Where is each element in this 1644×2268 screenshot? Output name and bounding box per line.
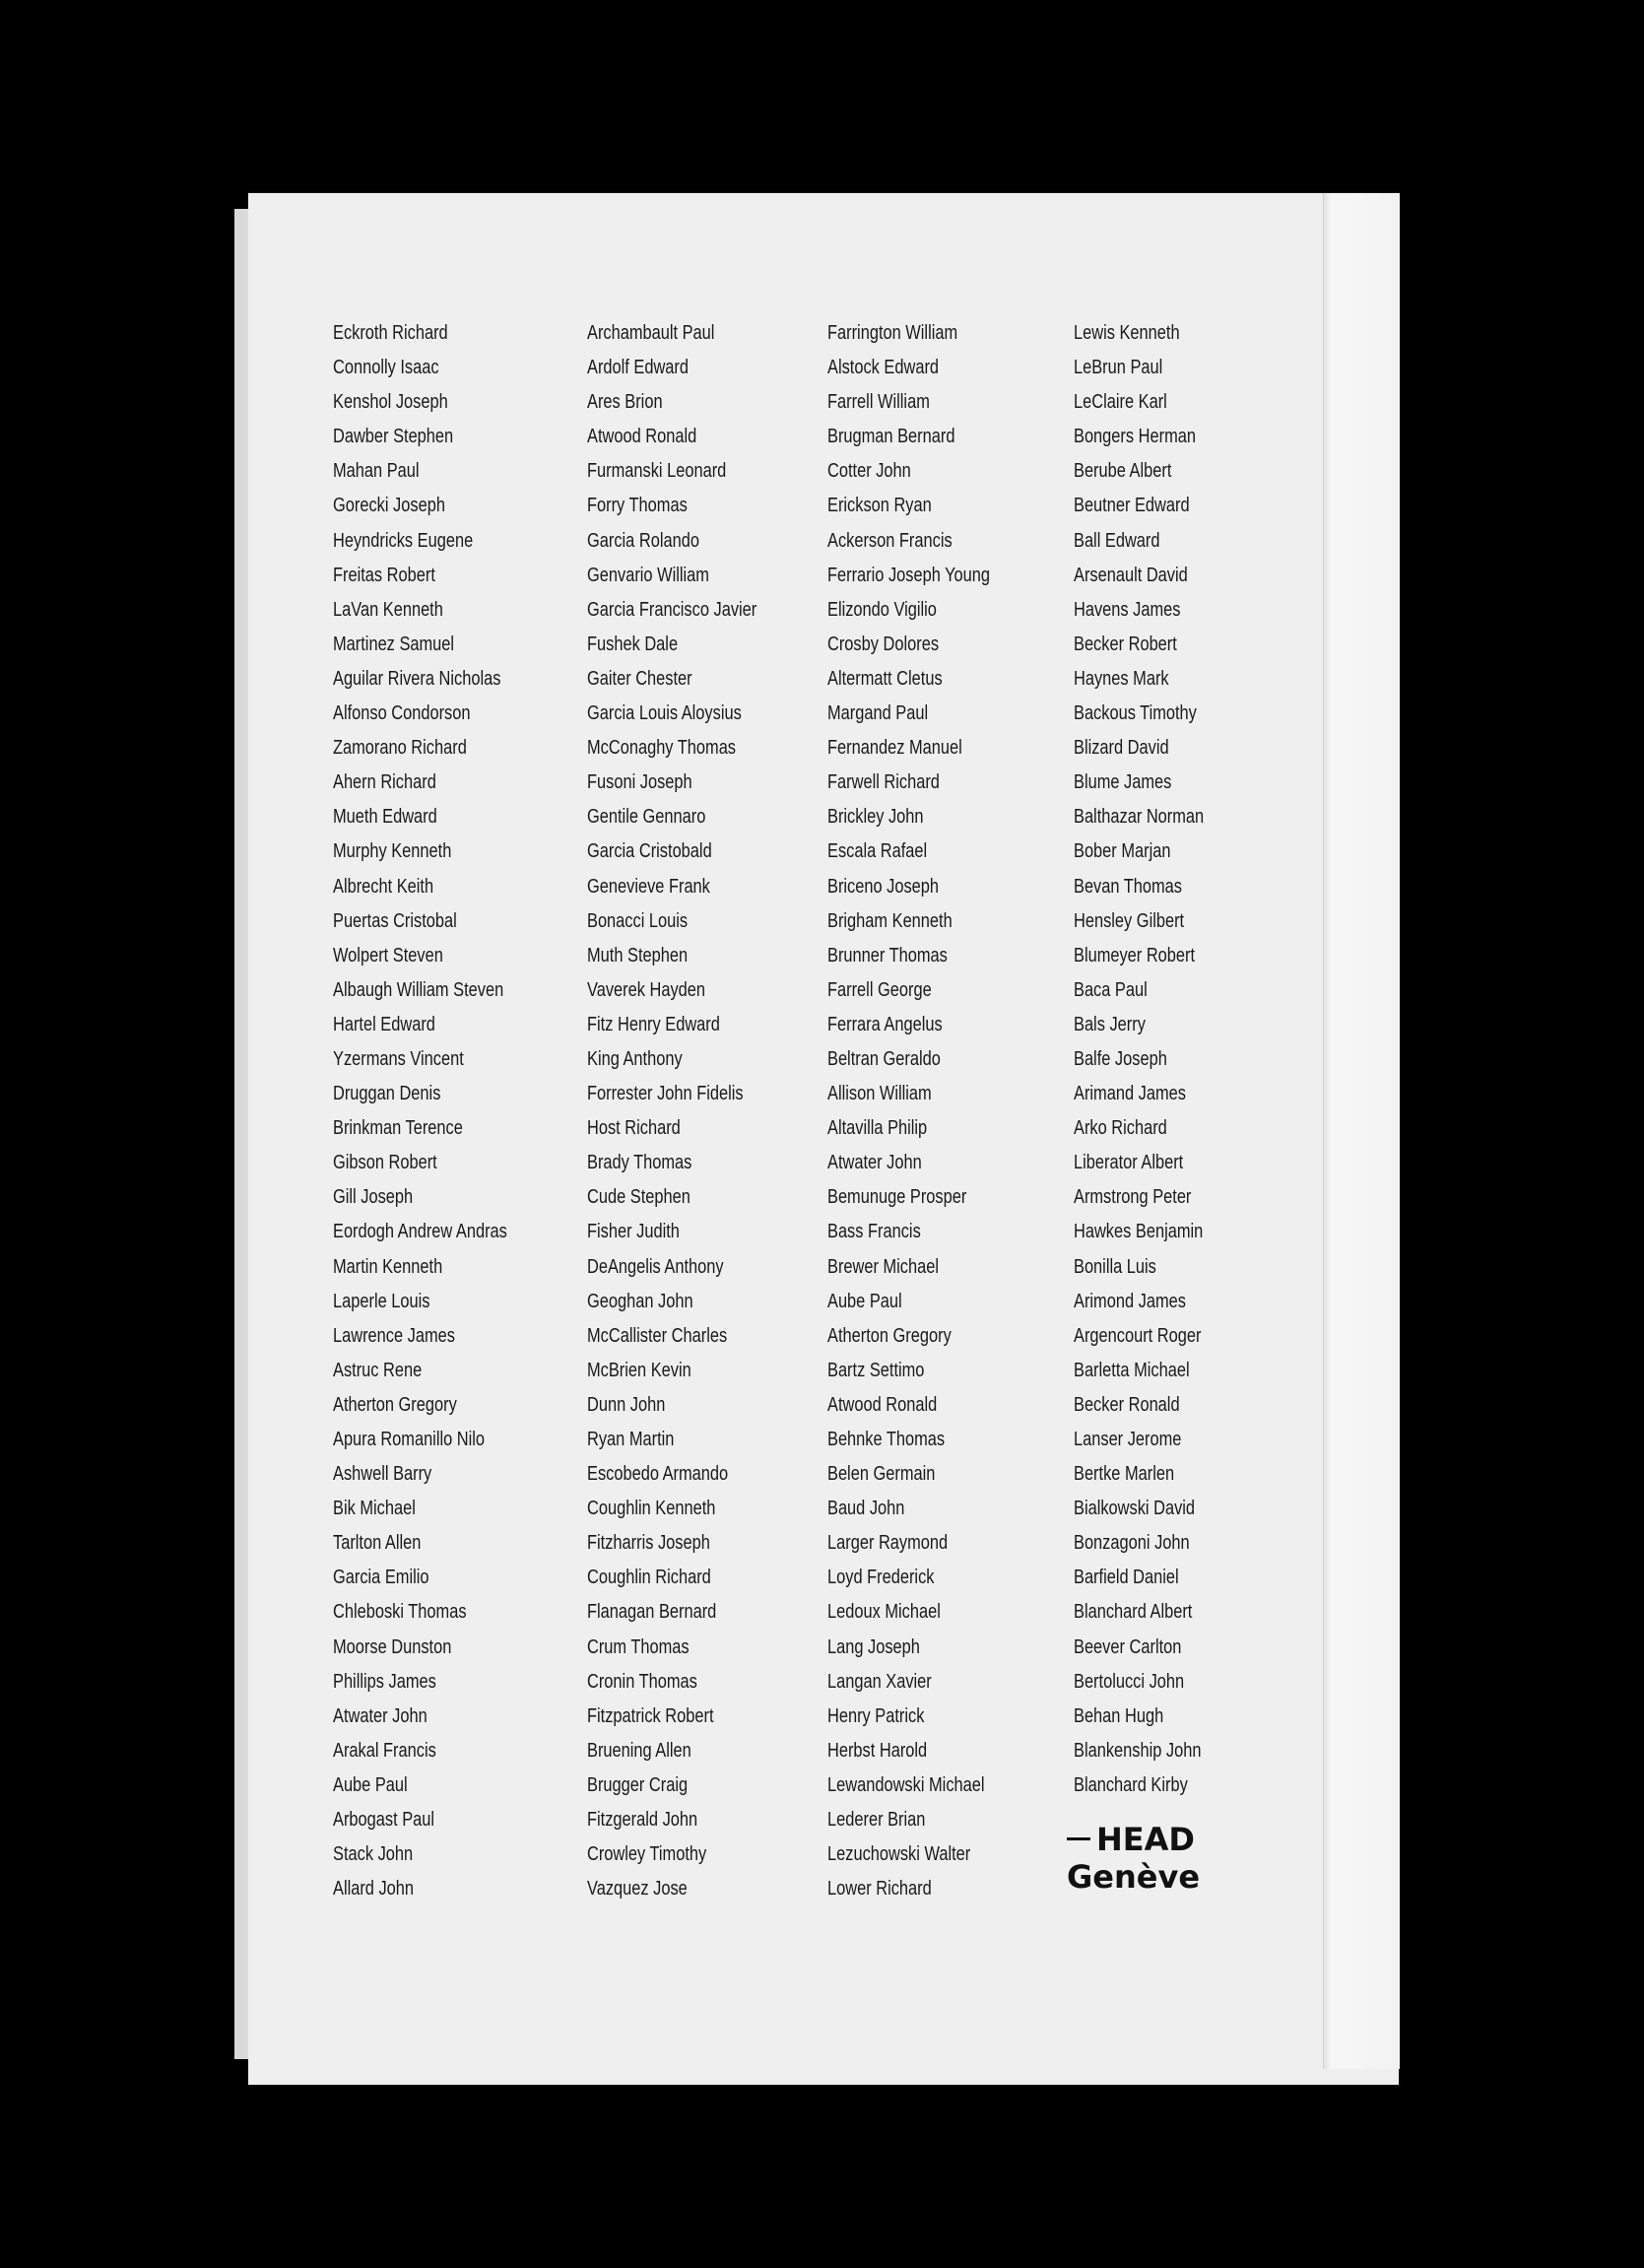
name-entry: Lower Richard [827, 1878, 932, 1901]
name-entry: Astruc Rene [333, 1359, 423, 1381]
name-entry: Alfonso Condorson [333, 702, 471, 725]
name-entry: Albrecht Keith [333, 875, 434, 898]
name-entry: Escala Rafael [827, 840, 928, 863]
name-entry: Mueth Edward [333, 806, 437, 829]
name-entry: Lewis Kenneth [1074, 322, 1180, 344]
name-entry: Muth Stephen [587, 944, 689, 967]
name-entry: Forrester John Fidelis [587, 1083, 744, 1105]
name-column-3 [827, 321, 1025, 1911]
name-entry: Altavilla Philip [827, 1117, 928, 1140]
name-entry: Lanser Jerome [1074, 1429, 1182, 1450]
name-entry: Ferrara Angelus [827, 1013, 943, 1035]
name-entry: Aube Paul [827, 1290, 902, 1312]
name-entry: Bass Francis [827, 1221, 921, 1243]
name-entry: Druggan Denis [333, 1083, 441, 1105]
name-entry: Allison William [827, 1083, 932, 1105]
name-entry: Martinez Samuel [333, 633, 455, 655]
name-entry: Chleboski Thomas [333, 1601, 467, 1624]
name-entry: Blanchard Kirby [1074, 1773, 1188, 1796]
name-entry: Kenshol Joseph [333, 391, 448, 414]
name-entry: Behnke Thomas [827, 1429, 946, 1450]
name-entry: Phillips James [333, 1670, 436, 1693]
name-entry: Lang Joseph [827, 1635, 920, 1658]
name-entry: Arakal Francis [333, 1739, 436, 1762]
name-entry: Fitzpatrick Robert [587, 1704, 714, 1727]
logo-geneve-text: Genève [1067, 1858, 1201, 1896]
name-entry: Ashwell Barry [333, 1463, 432, 1486]
name-entry: Lawrence James [333, 1324, 455, 1347]
name-entry: Bik Michael [333, 1498, 416, 1520]
name-entry: Ahern Richard [333, 771, 436, 794]
name-entry: Atherton Gregory [333, 1393, 457, 1416]
name-entry: Bialkowski David [1074, 1498, 1196, 1520]
name-entry: Bruening Allen [587, 1739, 691, 1762]
name-entry: Martin Kenneth [333, 1255, 443, 1278]
name-entry: Blanchard Albert [1074, 1601, 1193, 1624]
name-entry: Balthazar Norman [1074, 806, 1205, 829]
name-entry: Crosby Dolores [827, 633, 940, 655]
name-entry: Hawkes Benjamin [1074, 1221, 1204, 1243]
name-entry: Fusoni Joseph [587, 771, 692, 794]
name-entry: Langan Xavier [827, 1670, 932, 1693]
name-entry: Stack John [333, 1843, 414, 1866]
name-entry: LeBrun Paul [1074, 357, 1163, 379]
name-entry: Barfield Daniel [1074, 1567, 1179, 1589]
name-entry: Brewer Michael [827, 1255, 940, 1278]
name-entry: Atwater John [333, 1704, 427, 1727]
name-entry: Geoghan John [587, 1290, 693, 1312]
name-entry: Coughlin Kenneth [587, 1498, 716, 1520]
name-entry: Eordogh Andrew Andras [333, 1221, 507, 1243]
name-entry: Baud John [827, 1498, 905, 1520]
name-entry: Albaugh William Steven [333, 978, 504, 1001]
name-entry: Mahan Paul [333, 460, 420, 483]
name-entry: Apura Romanillo Nilo [333, 1429, 486, 1450]
name-column-1 [333, 321, 546, 1911]
name-entry: Garcia Cristobald [587, 840, 712, 863]
name-entry: Erickson Ryan [827, 495, 932, 517]
name-entry: Bertolucci John [1074, 1670, 1185, 1693]
name-entry: Margand Paul [827, 702, 929, 725]
name-entry: Briceno Joseph [827, 875, 940, 898]
name-entry: Garcia Francisco Javier [587, 598, 757, 621]
name-entry: Alstock Edward [827, 357, 940, 379]
name-entry: Blumeyer Robert [1074, 944, 1196, 967]
name-entry: Brady Thomas [587, 1152, 692, 1174]
name-entry: Host Richard [587, 1117, 681, 1140]
name-entry: Bemunuge Prosper [827, 1186, 967, 1209]
name-entry: Connolly Isaac [333, 357, 439, 379]
name-entry: Crum Thomas [587, 1635, 690, 1658]
name-entry: Fushek Dale [587, 633, 679, 655]
name-entry: Becker Robert [1074, 633, 1177, 655]
name-entry: Arimond James [1074, 1290, 1186, 1312]
name-entry: Ryan Martin [587, 1429, 675, 1450]
name-entry: Lederer Brian [827, 1809, 926, 1832]
name-entry: Belen Germain [827, 1463, 936, 1486]
name-entry: Brunner Thomas [827, 944, 948, 967]
name-entry: Atwood Ronald [827, 1393, 938, 1416]
name-entry: Garcia Emilio [333, 1567, 429, 1589]
name-entry: Forry Thomas [587, 495, 688, 517]
name-entry: Barletta Michael [1074, 1359, 1190, 1381]
name-entry: Bonacci Louis [587, 909, 689, 932]
name-entry: Brickley John [827, 806, 924, 829]
name-entry: McConaghy Thomas [587, 737, 737, 760]
name-entry: Ball Edward [1074, 529, 1160, 552]
name-entry: Brigham Kenneth [827, 909, 953, 932]
name-entry: Ardolf Edward [587, 357, 690, 379]
name-entry: Lewandowski Michael [827, 1773, 985, 1796]
name-entry: Eckroth Richard [333, 322, 448, 344]
name-entry: Fitzgerald John [587, 1809, 698, 1832]
name-entry: Gaiter Chester [587, 667, 692, 690]
name-entry: Fisher Judith [587, 1221, 680, 1243]
name-entry: Gibson Robert [333, 1152, 437, 1174]
name-entry: Hartel Edward [333, 1013, 435, 1035]
name-entry: Armstrong Peter [1074, 1186, 1192, 1209]
name-entry: Fitz Henry Edward [587, 1013, 720, 1035]
name-entry: Genevieve Frank [587, 875, 710, 898]
name-entry: Garcia Rolando [587, 529, 699, 552]
name-entry: Zamorano Richard [333, 737, 467, 760]
name-entry: Beever Carlton [1074, 1635, 1182, 1658]
name-entry: King Anthony [587, 1047, 683, 1070]
name-entry: Brugman Bernard [827, 426, 955, 448]
name-entry: Dawber Stephen [333, 426, 454, 448]
name-column-4 [1074, 321, 1232, 1808]
name-entry: Heyndricks Eugene [333, 529, 474, 552]
logo-head-text: HEAD [1096, 1821, 1195, 1858]
name-entry: Atwood Ronald [587, 426, 697, 448]
name-entry: Arsenault David [1074, 564, 1188, 586]
name-entry: Wolpert Steven [333, 944, 443, 967]
name-entry: Brinkman Terence [333, 1117, 463, 1140]
logo-line-1 [1067, 1821, 1200, 1858]
name-column-2 [587, 321, 794, 1911]
name-entry: Blume James [1074, 771, 1172, 794]
name-entry: Fernandez Manuel [827, 737, 962, 760]
name-entry: Ares Brion [587, 391, 663, 414]
name-entry: DeAngelis Anthony [587, 1255, 724, 1278]
name-entry: Atherton Gregory [827, 1324, 952, 1347]
name-entry: Arimand James [1074, 1083, 1186, 1105]
name-entry: Atwater John [827, 1152, 922, 1174]
name-entry: Coughlin Richard [587, 1567, 711, 1589]
name-entry: Beltran Geraldo [827, 1047, 941, 1070]
name-entry: Genvario William [587, 564, 709, 586]
name-entry: Blizard David [1074, 737, 1169, 760]
name-entry: Puertas Cristobal [333, 909, 457, 932]
name-entry: Becker Ronald [1074, 1393, 1180, 1416]
name-entry: Furmanski Leonard [587, 460, 727, 483]
name-entry: McCallister Charles [587, 1324, 728, 1347]
name-entry: Arbogast Paul [333, 1809, 435, 1832]
name-entry: Archambault Paul [587, 322, 715, 344]
name-entry: Beutner Edward [1074, 495, 1190, 517]
name-entry: Bongers Herman [1074, 426, 1196, 448]
book-spine-edge [1323, 193, 1400, 2069]
name-entry: Bartz Settimo [827, 1359, 925, 1381]
name-entry: Vazquez Jose [587, 1878, 688, 1901]
name-entry: Behan Hugh [1074, 1704, 1164, 1727]
name-entry: Bonilla Luis [1074, 1255, 1156, 1278]
name-entry: Larger Raymond [827, 1532, 949, 1555]
name-entry: Farrell William [827, 391, 930, 414]
name-entry: Bevan Thomas [1074, 875, 1183, 898]
name-entry: Brugger Craig [587, 1773, 689, 1796]
name-entry: Henry Patrick [827, 1704, 925, 1727]
name-entry: Escobedo Armando [587, 1463, 729, 1486]
name-entry: Cotter John [827, 460, 911, 483]
name-entry: Arko Richard [1074, 1117, 1167, 1140]
name-entry: Garcia Louis Aloysius [587, 702, 742, 725]
name-entry: Bonzagoni John [1074, 1532, 1190, 1555]
name-entry: Backous Timothy [1074, 702, 1197, 725]
name-entry: Yzermans Vincent [333, 1047, 464, 1070]
name-entry: Gentile Gennaro [587, 806, 706, 829]
name-entry: Liberator Albert [1074, 1152, 1184, 1174]
name-entry: Bertke Marlen [1074, 1463, 1175, 1486]
name-entry: Loyd Frederick [827, 1567, 935, 1589]
name-entry: Freitas Robert [333, 564, 435, 586]
name-entry: Ackerson Francis [827, 529, 953, 552]
name-entry: LaVan Kenneth [333, 598, 443, 621]
name-entry: Dunn John [587, 1393, 666, 1416]
name-entry: Laperle Louis [333, 1290, 430, 1312]
name-entry: Tarlton Allen [333, 1532, 422, 1555]
name-entry: Vaverek Hayden [587, 978, 706, 1001]
name-entry: LeClaire Karl [1074, 391, 1167, 414]
name-entry: Herbst Harold [827, 1739, 928, 1762]
name-entry: Farrington William [827, 322, 958, 344]
name-entry: Elizondo Vigilio [827, 598, 937, 621]
head-geneve-logo [1067, 1821, 1200, 1896]
name-entry: Argencourt Roger [1074, 1324, 1202, 1347]
name-entry: Crowley Timothy [587, 1843, 707, 1866]
name-entry: Aguilar Rivera Nicholas [333, 667, 501, 690]
name-entry: Berube Albert [1074, 460, 1172, 483]
name-entry: Haynes Mark [1074, 667, 1169, 690]
name-entry: Fitzharris Joseph [587, 1532, 710, 1555]
name-entry: Flanagan Bernard [587, 1601, 717, 1624]
name-entry: Gill Joseph [333, 1186, 414, 1209]
name-entry: Murphy Kenneth [333, 840, 452, 863]
name-entry: Havens James [1074, 598, 1181, 621]
name-entry: Blankenship John [1074, 1739, 1202, 1762]
name-entry: Gorecki Joseph [333, 495, 445, 517]
name-entry: Cronin Thomas [587, 1670, 697, 1693]
logo-dash [1067, 1837, 1090, 1840]
name-entry: Bals Jerry [1074, 1013, 1146, 1035]
name-entry: Ledoux Michael [827, 1601, 941, 1624]
name-entry: Moorse Dunston [333, 1635, 452, 1658]
name-entry: Altermatt Cletus [827, 667, 943, 690]
name-entry: Hensley Gilbert [1074, 909, 1185, 932]
name-entry: Baca Paul [1074, 978, 1148, 1001]
name-entry: Farrell George [827, 978, 932, 1001]
name-entry: Allard John [333, 1878, 415, 1901]
name-entry: Farwell Richard [827, 771, 940, 794]
name-entry: Balfe Joseph [1074, 1047, 1167, 1070]
name-entry: Aube Paul [333, 1773, 408, 1796]
name-entry: McBrien Kevin [587, 1359, 691, 1381]
name-entry: Cude Stephen [587, 1186, 690, 1209]
name-entry: Lezuchowski Walter [827, 1843, 971, 1866]
name-entry: Ferrario Joseph Young [827, 564, 991, 586]
name-entry: Bober Marjan [1074, 840, 1171, 863]
